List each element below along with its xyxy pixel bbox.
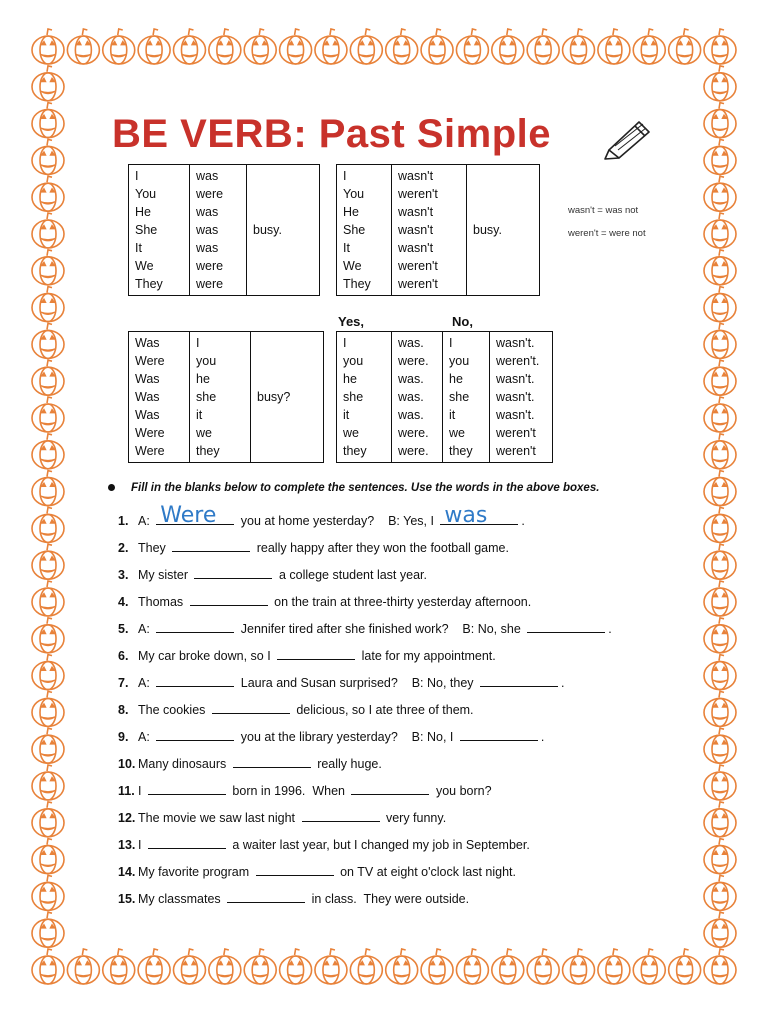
pumpkin-icon	[209, 949, 241, 984]
answer-blank[interactable]	[148, 780, 226, 795]
question-table	[128, 331, 324, 463]
pumpkin-icon	[704, 176, 736, 211]
question-item	[118, 591, 531, 611]
question-item	[118, 807, 446, 827]
pumpkin-icon	[103, 949, 135, 984]
affirmative-verbs: was were was was was were were	[190, 165, 247, 296]
pumpkin-icon	[527, 29, 559, 64]
question-verbs: Was Were Was Was Was Were Were	[129, 332, 190, 463]
answer-blank[interactable]	[212, 699, 290, 714]
pumpkin-icon	[598, 949, 630, 984]
pumpkin-icon	[704, 507, 736, 542]
pumpkin-icon	[704, 103, 736, 138]
pumpkin-icon	[704, 912, 736, 947]
note-werent: weren't = were not	[568, 228, 646, 239]
answer-blank[interactable]	[233, 753, 311, 768]
pumpkin-icon	[32, 323, 64, 358]
question-text: The cookies	[138, 703, 209, 717]
page-title: BE VERB: Past Simple	[112, 112, 552, 156]
pumpkin-icon	[350, 949, 382, 984]
question-text: you at home yesterday? B: Yes, I	[237, 514, 438, 528]
pumpkin-icon	[704, 691, 736, 726]
answer-blank[interactable]	[156, 618, 234, 633]
question-text: a waiter last year, but I changed my job in September.	[228, 838, 530, 852]
pumpkin-icon	[669, 29, 701, 64]
question-item	[118, 834, 530, 854]
note-wasnt: wasn't = was not	[568, 205, 639, 216]
pumpkin-icon	[67, 29, 99, 64]
pumpkin-icon	[704, 949, 736, 984]
answer-blank[interactable]	[156, 726, 234, 741]
pumpkin-icon	[527, 949, 559, 984]
answer-blank[interactable]	[172, 537, 250, 552]
pumpkin-icon	[704, 875, 736, 910]
question-item	[118, 564, 427, 584]
question-text: .	[608, 622, 612, 636]
affirmative-table	[128, 164, 320, 296]
no-verbs: wasn't. weren't. wasn't. wasn't. wasn't. weren't weren't	[490, 332, 553, 463]
answer-blank[interactable]	[277, 645, 355, 660]
question-text: .	[521, 514, 525, 528]
pumpkin-icon	[704, 581, 736, 616]
pumpkin-icon	[704, 802, 736, 837]
pumpkin-icon	[32, 949, 64, 984]
pumpkin-icon	[421, 949, 453, 984]
answer-blank[interactable]	[227, 888, 305, 903]
answer-blank[interactable]	[480, 672, 558, 687]
question-text: you at the library yesterday? B: No, I	[237, 730, 457, 744]
question-item	[118, 672, 565, 692]
answer-blank[interactable]	[460, 726, 538, 741]
pumpkin-icon	[704, 66, 736, 101]
pumpkin-icon	[704, 471, 736, 506]
pumpkin-icon	[173, 949, 205, 984]
pumpkin-icon	[244, 949, 276, 984]
question-number: 15.	[118, 892, 136, 906]
answer-blank[interactable]	[351, 780, 429, 795]
affirmative-subjects: I You He She It We They	[129, 165, 190, 296]
pumpkin-icon	[138, 29, 170, 64]
question-text: delicious, so I ate three of them.	[292, 703, 474, 717]
question-text: My favorite program	[138, 865, 253, 879]
pumpkin-icon	[492, 29, 524, 64]
pumpkin-icon	[704, 544, 736, 579]
no-label: No,	[452, 314, 473, 329]
question-item	[118, 888, 469, 908]
question-item	[118, 780, 492, 800]
question-text: Thomas	[138, 595, 187, 609]
pumpkin-icon	[32, 691, 64, 726]
question-number: 8.	[118, 703, 129, 717]
question-text: really happy after they won the football game.	[253, 541, 509, 555]
answer-blank[interactable]	[190, 591, 268, 606]
question-complement: busy?	[251, 332, 324, 463]
pumpkin-icon	[633, 949, 665, 984]
question-number: 11.	[118, 784, 135, 798]
question-text: you born?	[432, 784, 492, 798]
pumpkin-icon	[456, 29, 488, 64]
question-number: 13.	[118, 838, 136, 852]
pumpkin-icon	[32, 176, 64, 211]
question-text: Laura and Susan surprised? B: No, they	[237, 676, 478, 690]
pumpkin-icon	[704, 434, 736, 469]
pumpkin-icon	[32, 103, 64, 138]
question-text: The movie we saw last night	[138, 811, 299, 825]
pumpkin-icon	[704, 397, 736, 432]
negative-subjects: I You He She It We They	[337, 165, 392, 296]
pumpkin-icon	[315, 949, 347, 984]
pumpkin-icon	[704, 655, 736, 690]
pumpkin-icon	[704, 323, 736, 358]
question-text: A:	[138, 676, 154, 690]
question-number: 1.	[118, 514, 129, 528]
pumpkin-icon	[704, 29, 736, 64]
yes-verbs: was. were. was. was. was. were. were.	[392, 332, 443, 463]
pumpkin-icon	[386, 29, 418, 64]
question-text: Jennifer tired after she finished work? B: No, she	[237, 622, 525, 636]
question-item	[118, 699, 474, 719]
pumpkin-icon	[32, 875, 64, 910]
answer-blank[interactable]	[156, 503, 234, 528]
worksheet	[80, 80, 688, 940]
pumpkin-icon	[350, 29, 382, 64]
yes-label: Yes,	[338, 314, 365, 329]
question-text: Many dinosaurs	[138, 757, 230, 771]
question-text: A:	[138, 730, 154, 744]
pencil-icon	[603, 116, 655, 160]
question-item	[118, 753, 382, 773]
pumpkin-icon	[32, 581, 64, 616]
pumpkin-icon	[32, 728, 64, 763]
question-number: 4.	[118, 595, 129, 609]
question-number: 9.	[118, 730, 129, 744]
question-text: I	[138, 838, 145, 852]
pumpkin-icon	[280, 29, 312, 64]
pumpkin-icon	[598, 29, 630, 64]
pumpkin-icon	[704, 765, 736, 800]
pumpkin-icon	[32, 655, 64, 690]
question-text: a college student last year.	[275, 568, 427, 582]
question-subjects: I you he she it we they	[190, 332, 251, 463]
question-item	[118, 861, 516, 881]
pumpkin-icon	[32, 471, 64, 506]
yes-subjects: I you he she it we they	[337, 332, 392, 463]
question-text: .	[561, 676, 565, 690]
pumpkin-icon	[704, 618, 736, 653]
pumpkin-icon	[32, 360, 64, 395]
pumpkin-icon	[32, 66, 64, 101]
question-text: born in 1996. When	[228, 784, 349, 798]
pumpkin-icon	[32, 802, 64, 837]
question-number: 2.	[118, 541, 129, 555]
pumpkin-icon	[67, 949, 99, 984]
answer-blank[interactable]	[156, 672, 234, 687]
answer-blank[interactable]	[194, 564, 272, 579]
pumpkin-icon	[633, 29, 665, 64]
question-text: I	[138, 784, 145, 798]
pumpkin-icon	[32, 618, 64, 653]
question-text: My classmates	[138, 892, 225, 906]
answer-blank[interactable]	[527, 618, 605, 633]
pumpkin-icon	[209, 29, 241, 64]
question-item	[118, 726, 544, 746]
question-text: My sister	[138, 568, 192, 582]
pumpkin-icon	[704, 728, 736, 763]
question-item	[118, 618, 612, 638]
question-item	[118, 537, 509, 557]
handwritten-answer: was	[444, 503, 488, 528]
question-text: My car broke down, so I	[138, 649, 275, 663]
pumpkin-icon	[704, 360, 736, 395]
pumpkin-icon	[280, 949, 312, 984]
question-text: on the train at three-thirty yesterday afternoon.	[270, 595, 532, 609]
pumpkin-icon	[32, 765, 64, 800]
pumpkin-icon	[32, 839, 64, 874]
pumpkin-icon	[32, 213, 64, 248]
question-text: very funny.	[382, 811, 447, 825]
pumpkin-icon	[32, 434, 64, 469]
question-item	[118, 645, 496, 665]
pumpkin-icon	[704, 287, 736, 322]
pumpkin-icon	[492, 949, 524, 984]
pumpkin-icon	[32, 397, 64, 432]
negative-table	[336, 164, 540, 296]
pumpkin-icon	[103, 29, 135, 64]
bullet-icon	[108, 484, 115, 491]
question-text: really huge.	[313, 757, 382, 771]
pumpkin-icon	[32, 507, 64, 542]
answer-blank[interactable]	[440, 503, 518, 528]
question-number: 14.	[118, 865, 136, 879]
pumpkin-icon	[32, 250, 64, 285]
question-text: on TV at eight o'clock last night.	[336, 865, 516, 879]
pumpkin-icon	[244, 29, 276, 64]
question-number: 6.	[118, 649, 129, 663]
negative-verbs: wasn't weren't wasn't wasn't wasn't weren't weren't	[392, 165, 467, 296]
pumpkin-icon	[704, 250, 736, 285]
instructions: Fill in the blanks below to complete the sentences. Use the words in the above boxes.	[108, 482, 599, 494]
negative-complement: busy.	[467, 165, 540, 296]
pumpkin-icon	[456, 949, 488, 984]
pumpkin-icon	[704, 839, 736, 874]
no-subjects: I you he she it we they	[443, 332, 490, 463]
pumpkin-icon	[315, 29, 347, 64]
question-number: 3.	[118, 568, 129, 582]
pumpkin-icon	[563, 949, 595, 984]
answer-blank[interactable]	[302, 807, 380, 822]
question-number: 12.	[118, 811, 136, 825]
handwritten-answer: Were	[160, 503, 217, 528]
question-text: in class. They were outside.	[308, 892, 470, 906]
answer-blank[interactable]	[148, 834, 226, 849]
pumpkin-icon	[32, 287, 64, 322]
pumpkin-icon	[386, 949, 418, 984]
question-number: 7.	[118, 676, 129, 690]
question-text: .	[540, 730, 545, 744]
answer-blank[interactable]	[256, 861, 334, 876]
pumpkin-icon	[32, 139, 64, 174]
question-text: late for my appointment.	[358, 649, 496, 663]
pumpkin-icon	[138, 949, 170, 984]
question-number: 10.	[118, 757, 136, 771]
short-answers-table	[336, 331, 553, 463]
pumpkin-icon	[32, 912, 64, 947]
question-text: They	[138, 541, 170, 555]
question-text: A:	[138, 514, 154, 528]
pumpkin-icon	[669, 949, 701, 984]
pumpkin-icon	[704, 139, 736, 174]
question-number: 5.	[118, 622, 129, 636]
pumpkin-icon	[173, 29, 205, 64]
pumpkin-icon	[32, 544, 64, 579]
pumpkin-icon	[32, 29, 64, 64]
question-item	[118, 503, 525, 530]
pumpkin-icon	[421, 29, 453, 64]
question-text: A:	[138, 622, 154, 636]
pumpkin-icon	[563, 29, 595, 64]
affirmative-complement: busy.	[247, 165, 320, 296]
pumpkin-icon	[704, 213, 736, 248]
